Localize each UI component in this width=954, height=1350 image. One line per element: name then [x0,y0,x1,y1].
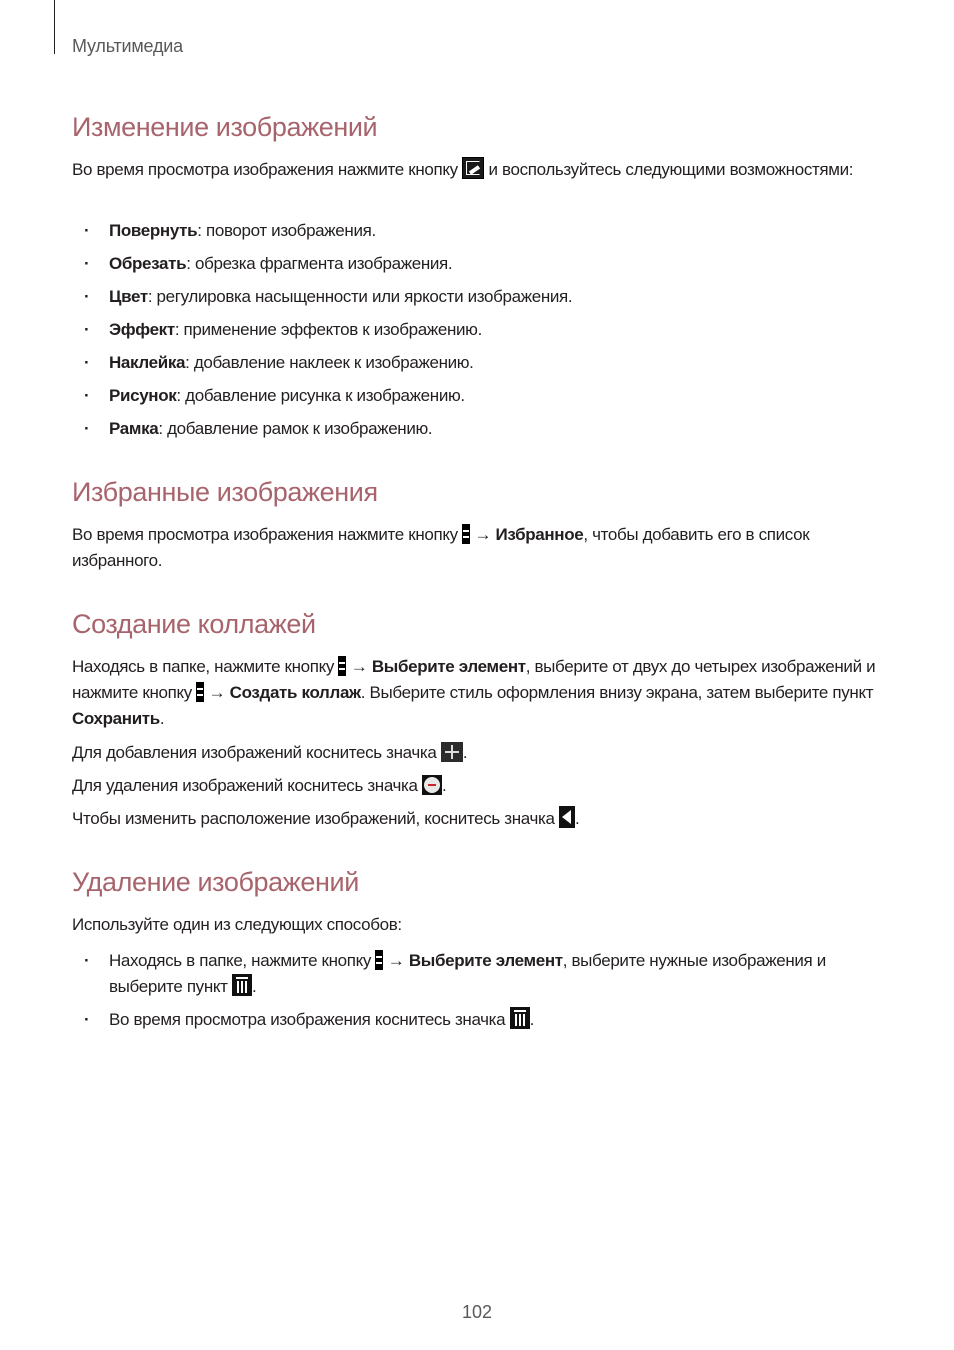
heading-collage: Создание коллажей [72,609,316,639]
remove-text: Для удаления изображений коснитесь значка [72,776,422,795]
option-term: Цвет [109,287,148,306]
list-item [72,948,882,1000]
menu-icon [375,950,383,970]
collage-text: , выберите от двух до четырех изображений и нажмите кнопку [72,657,876,702]
minus-circle-icon [422,775,442,795]
favorites-text-a: Во время просмотра изображения нажмите кнопку [72,525,463,544]
option-desc: : применение эффектов к изображению. [174,320,482,339]
add-text: Для добавления изображений коснитесь значка [72,743,441,762]
header-rule [54,0,55,54]
period: . [442,776,447,795]
option-desc: : добавление наклеек к изображению. [185,353,474,372]
option-term: Обрезать [109,254,187,273]
menu-icon [462,524,470,544]
option-desc: : поворот изображения. [197,221,376,240]
collage-add-text [72,740,882,766]
collage-remove-text [72,773,882,799]
option-term: Повернуть [109,221,198,240]
edit-intro [72,157,882,183]
create-collage-label: Создать коллаж [229,683,361,702]
page-number: 102 [461,1302,493,1322]
option-desc: : регулировка насыщенности или яркости изображения. [147,287,573,306]
favorites-text [72,522,882,574]
period: . [251,977,257,996]
select-item-label: Выберите элемент [408,951,563,970]
delete-text: Находясь в папке, нажмите кнопку [109,951,376,970]
list-item [72,350,882,376]
list-item [72,284,882,310]
favorites-menu-item: Избранное [495,525,584,544]
edit-options-list [72,218,882,442]
trash-icon [510,1007,530,1029]
delete-methods-list [72,948,882,1033]
list-item [72,218,882,244]
save-label: Сохранить [72,709,160,728]
favorites-text-b: , чтобы добавить его в список избранного. [72,525,810,570]
back-arrow-icon [559,806,575,828]
list-item [72,251,882,277]
list-item [72,317,882,343]
plus-icon [441,742,463,762]
option-term: Рамка [109,419,159,438]
collage-instructions [72,654,882,732]
list-item [72,1007,882,1033]
collage-text: . [159,709,165,728]
option-term: Рисунок [109,386,177,405]
edit-intro-text-b: и воспользуйтесь следующими возможностями: [484,160,854,179]
heading-favorites: Избранные изображения [72,477,378,507]
option-desc: : добавление рисунка к изображению. [176,386,465,405]
menu-icon [338,656,346,676]
heading-edit-images: Изменение изображений [72,112,378,142]
select-item-label: Выберите элемент [371,657,526,676]
collage-text: Находясь в папке, нажмите кнопку [72,657,339,676]
delete-text: Во время просмотра изображения коснитесь значка [109,1010,510,1029]
menu-icon [196,682,204,702]
arrow-glyph: → [204,683,230,702]
arrow-glyph: → [470,525,496,544]
option-desc: : добавление рамок к изображению. [158,419,433,438]
period: . [574,809,580,828]
list-item [72,416,882,442]
collage-rearrange-text [72,806,882,832]
trash-icon [232,974,252,996]
collage-text: . Выберите стиль оформления внизу экрана, затем выберите пункт [360,683,874,702]
list-item [72,383,882,409]
delete-text: , выберите нужные изображения и выберите пункт [109,951,826,996]
period: . [462,743,468,762]
heading-delete-images: Удаление изображений [72,867,359,897]
arrow-glyph: → [383,951,409,970]
period: . [529,1010,534,1029]
edit-intro-text-a: Во время просмотра изображения нажмите кнопку [72,160,463,179]
option-desc: : обрезка фрагмента изображения. [186,254,453,273]
option-term: Наклейка [109,353,186,372]
running-header: Мультимедиа [72,36,183,56]
option-term: Эффект [109,320,175,339]
rearrange-text: Чтобы изменить расположение изображений, коснитесь значка [72,809,559,828]
edit-image-icon [462,157,484,179]
delete-intro: Используйте один из следующих способов: [72,915,402,934]
arrow-glyph: → [346,657,372,676]
